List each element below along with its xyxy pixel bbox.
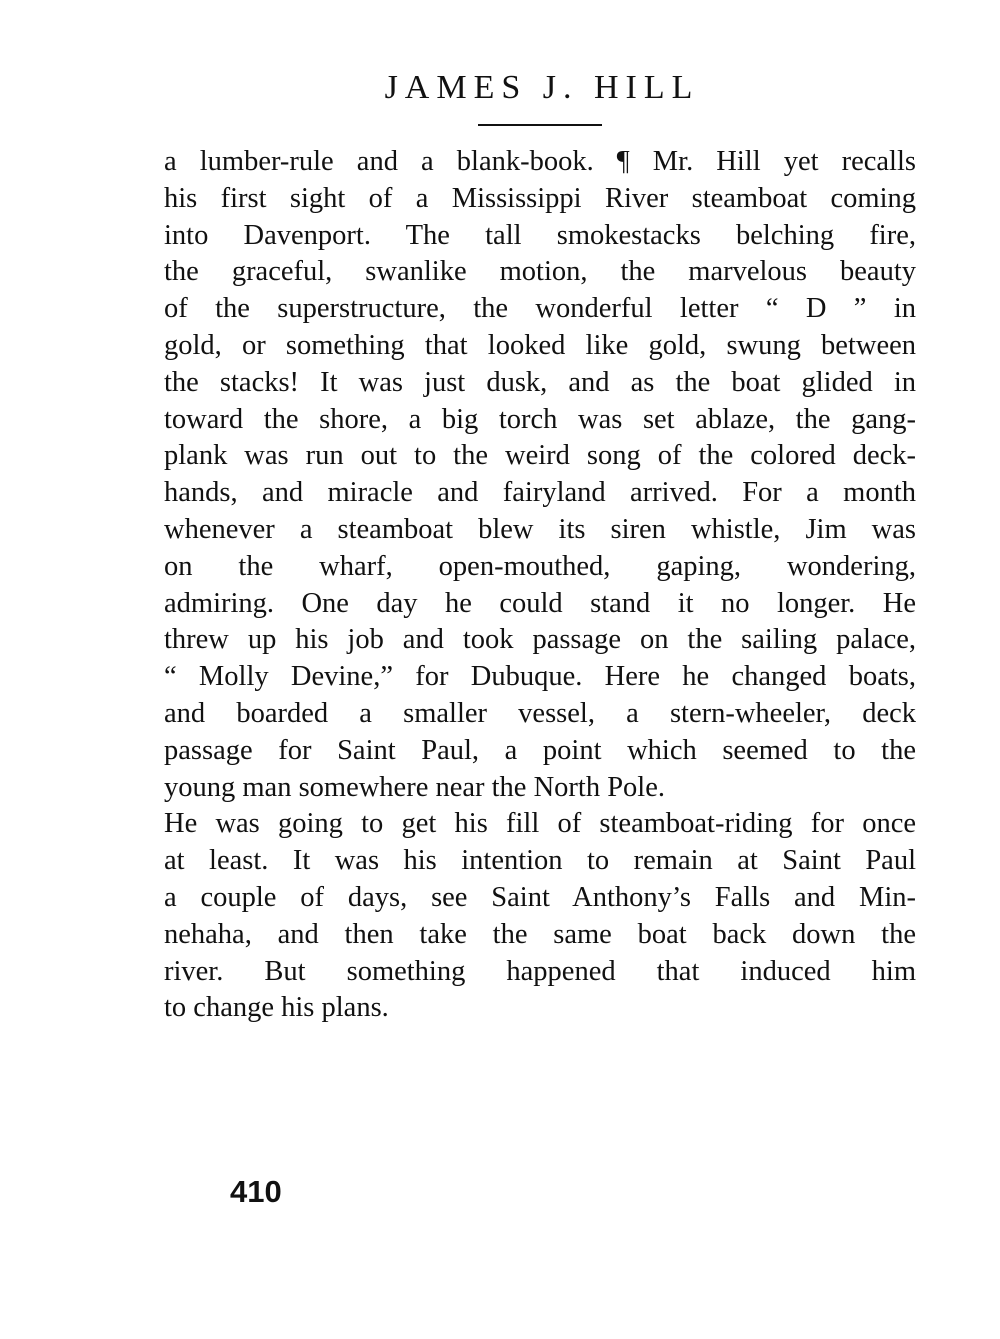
text-line: at least. It was his intention to remain at Saint Paul xyxy=(164,845,916,877)
text-line: into Davenport. The tall smokestacks belching fire, xyxy=(164,219,916,251)
text-line: admiring. One day he could stand it no longer. He xyxy=(164,587,916,619)
text-line: a lumber-rule and a blank-book. ¶ Mr. Hill yet recalls xyxy=(164,146,916,177)
text-line: a couple of days, see Saint Anthony’s Falls and Min- xyxy=(164,881,916,913)
text-line: of the superstructure, the wonderful letter “ D ” in xyxy=(164,293,916,325)
text-line: the graceful, swanlike motion, the marvelous beauty xyxy=(164,256,916,288)
text-line: plank was run out to the weird song of the colored deck- xyxy=(164,440,916,472)
body-text xyxy=(164,144,916,1027)
text-line: passage for Saint Paul, a point which seemed to the xyxy=(164,734,916,766)
text-line: his first sight of a Mississippi River steamboat coming xyxy=(164,182,916,214)
text-line: and boarded a smaller vessel, a stern-wheeler, deck xyxy=(164,697,916,729)
page-number: 410 xyxy=(230,1174,282,1209)
text-line: nehaha, and then take the same boat back down the xyxy=(164,918,916,950)
text-line: threw up his job and took passage on the sailing palace, xyxy=(164,624,916,656)
text-line: whenever a steamboat blew its siren whistle, Jim was xyxy=(164,513,916,545)
text-line: “ Molly Devine,” for Dubuque. Here he changed boats, xyxy=(164,661,916,693)
text-line: young man somewhere near the North Pole. xyxy=(164,771,665,803)
text-line: He was going to get his fill of steamboat-riding for once xyxy=(164,808,916,840)
text-line: river. But something happened that induced him xyxy=(164,955,916,987)
text-line: on the wharf, open-mouthed, gaping, wondering, xyxy=(164,550,916,582)
text-line: toward the shore, a big torch was set ablaze, the gang- xyxy=(164,403,916,435)
text-line: the stacks! It was just dusk, and as the boat glided in xyxy=(164,366,916,398)
text-line: hands, and miracle and fairyland arrived. For a month xyxy=(164,477,916,509)
text-line: to change his plans. xyxy=(164,992,389,1024)
text-line: gold, or something that looked like gold, swung between xyxy=(164,329,916,361)
running-head: JAMES J. HILL xyxy=(384,69,700,106)
head-rule xyxy=(478,124,602,126)
